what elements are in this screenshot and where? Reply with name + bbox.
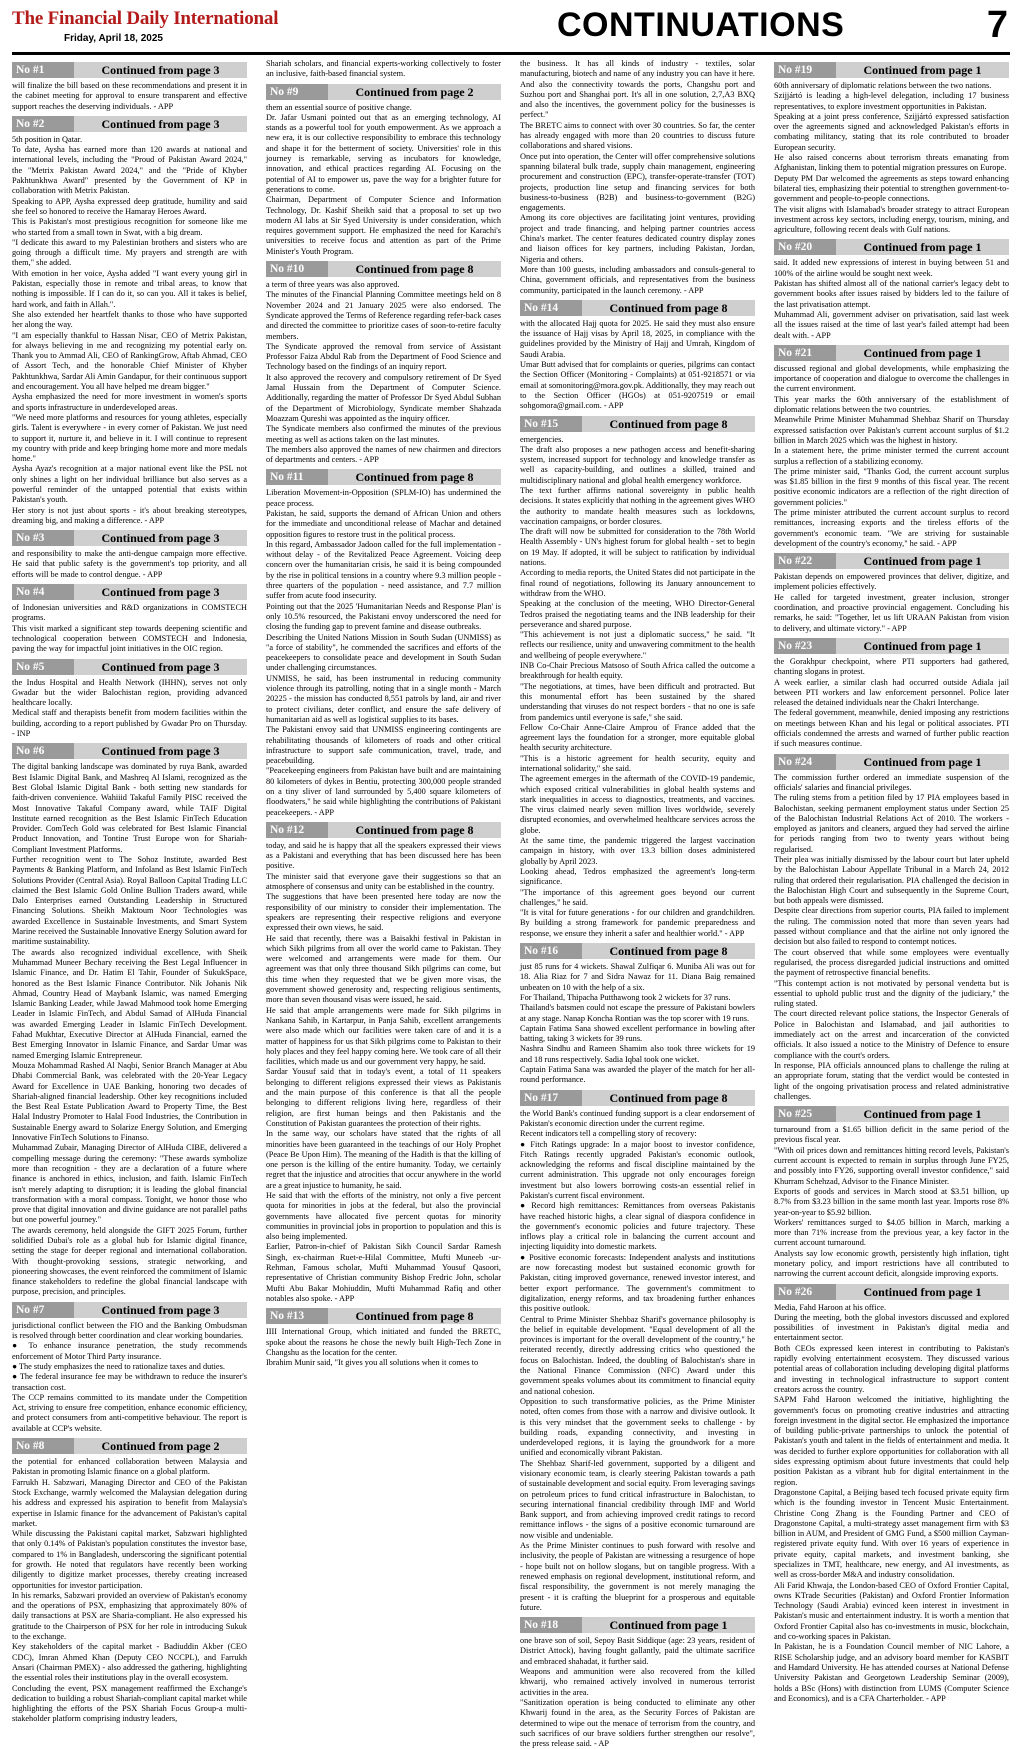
story-paragraph: just 85 runs for 4 wickets. Shawal Zulfiqar 6. Muniba Ali was out for 18. Alia Riaz for 7 and Sidra Nawaz for 11. Diana Baig remained unbeaten on 10 with the help of a six. — [520, 962, 755, 992]
story-paragraph: The CCP remains committed to its mandate under the Competition Act, striving to ensure free competition, enhance economic efficiency, and protect consumers from anti-competitive behaviour. The report is available at CCP's website. — [12, 1392, 247, 1433]
masthead-rule — [12, 52, 1010, 55]
story-number: No #18 — [520, 1617, 582, 1633]
story-header — [520, 943, 755, 959]
story-paragraph: Liberation Movement-in-Opposition (SPLM-IO) has undermined the peace process. — [266, 488, 501, 508]
story-header — [266, 1308, 501, 1324]
story-header — [774, 638, 1009, 654]
article-columns — [12, 59, 1010, 1749]
continued-from-label: Continued from page 2 — [355, 84, 474, 99]
story-number: No #13 — [266, 1308, 328, 1324]
story-paragraph: The prime minister attributed the current account surplus to record remittances, increasing exports and the tireless efforts of the government's economic team. "We are striving for sustainable development of the country's economy," he said. - APP — [774, 507, 1009, 548]
story-number: No #19 — [774, 62, 836, 78]
story-paragraph: In Pakistan, he is a Foundation Council member of NIC Lahore, a RISE Scholarship judge, and an advisory board member for KASBIT and Hamdard University. He has attended courses at National Defense University Pakistan and Georgetown Leadership Seminar (2009), holds a BSc (Hons) with distinction from LUMS (Computer Science and Economics), and is a CFA Charterholder. - APP — [774, 1642, 1009, 1703]
continuation-story — [520, 943, 755, 1086]
story-paragraph: For Thailand, Thipacha Putthawong took 2 wickets for 37 runs. — [520, 992, 731, 1002]
continuation-story — [12, 62, 247, 112]
story-paragraph: Pointing out that the 2025 'Humanitarian Needs and Response Plan' is only 10.5% resourced, the Pakistani envoy underscored the need for closing the funding gap to prevent famine and disease outbreaks. — [266, 601, 501, 632]
story-paragraph: Despite clear directions from superior courts, PIA failed to implement the ruling. The commission noted that more than seven years had passed without compliance and that the airline not only ignored the decision but also failed to respond to contempt notices. — [774, 906, 1009, 947]
story-header — [12, 743, 247, 759]
continued-from-label: Continued from page 1 — [609, 1618, 728, 1633]
story-paragraph: Meanwhile Prime Minister Muhammad Shehbaz Sharif on Thursday expressed satisfaction over Pakistan's current account surplus of $1.2 billion in March 2025 which was the highest in history. — [774, 415, 1009, 445]
continuation-story — [774, 553, 1009, 634]
story-paragraph: With emotion in her voice, Aysha added "I want every young girl in Pakistan, especially those in remote and tribal areas, to know that nothing is impossible. If I can do it, so can you. All it takes is belief, hard work, and faith in Allah.". — [12, 268, 247, 309]
story-number: No #25 — [774, 1106, 836, 1122]
story-number: No #22 — [774, 553, 836, 569]
continuation-story — [266, 59, 501, 80]
story-paragraph: the Gorakhpur checkpoint, where PTI supporters had gathered, chanting slogans in protest. — [774, 656, 1009, 677]
story-paragraph: The text further affirms national sovereignty in public health decisions. It states explicitly that nothing in the agreement gives WHO the authority to mandate health measures such as lockdowns, vaccination campaigns, or border closures. — [520, 485, 755, 526]
continued-from-label: Continued from page 3 — [101, 744, 220, 759]
continued-from-label: Continued from page 1 — [863, 1284, 982, 1299]
continued-from-label: Continued from page 1 — [863, 63, 982, 77]
story-paragraph: Deputy PM Dar welcomed the agreements as steps toward enhancing bilateral ties, emphasizing their potential to strengthen government-to-government and people-to-people connections. — [774, 173, 1009, 204]
story-header — [266, 84, 501, 100]
story-number: No #1 — [12, 62, 74, 78]
story-paragraph: Pakistan depends on empowered provinces that deliver, digitize, and implement policies effectively. — [774, 572, 1009, 592]
story-paragraph: Muhammad Zubair, Managing Director of AlHuda CIBE, delivered a compelling message during the ceremony: "These awards symbolize more than recognition - they are a declaration of a future where finance is anchored in ethics, inclusion, and faith. Islamic FinTech isn't merely adapting to disruption; it is leading the global financial transformation with a moral compass. Tonight, we honor those who prove that digital innovation and divine guidance are not parallel paths but one powerful journey." — [12, 1143, 247, 1225]
story-number: No #12 — [266, 822, 328, 838]
story-paragraph: A week earlier, a similar clash had occurred outside Adiala jail between PTI workers and law enforcement personnel. Police later released the detained individuals near the Chakri Interchange. — [774, 677, 1009, 708]
story-paragraph: Their plea was initially dismissed by the labour court but later upheld by the Balochistan Labour Appellate Tribunal in a March 24, 2012 ruling that ordered their regularisation. PIA challenged the decision in the Balochistan High Court and subsequently in the Supreme Court, but both appeals were dismissed. — [774, 855, 1009, 906]
story-paragraph: At the same time, the pandemic triggered the largest vaccination campaign in history, with over 13.3 billion doses administered globally by April 2023. — [520, 836, 755, 866]
story-paragraph: He said that with the efforts of the ministry, not only a five percent quota for minorities in jobs at the federal, but also the provincial governments have allocated five percent quotas for minority communities in provincial jobs in proportion to population and this is also being implemented. — [266, 1190, 501, 1242]
story-header — [774, 1284, 1009, 1300]
continued-from-label: Continued from page 3 — [101, 63, 220, 77]
story-paragraph: In the same way, our scholars have stated that the rights of all minorities have been guaranteed in the teachings of our Holy Prophet (Peace Be Upon Him). The meaning of the Hadith is that the killing of one person is the killing of the entire humanity. Today, we certainly regret that the injustice and atrocities that occur anywhere in the world are a great injustice to humanity, he said. — [266, 1129, 501, 1190]
continuation-story — [12, 116, 247, 526]
story-paragraph: ● To enhance insurance penetration, the study recommends enforcement of Motor Third Party insurance. — [12, 1341, 247, 1361]
continued-from-label: Continued from page 8 — [609, 944, 728, 959]
story-header — [266, 261, 501, 277]
story-paragraph: "I dedicate this award to my Palestinian brothers and sisters who are going through a difficult time. My prayers and strength are with them," she added. — [12, 237, 247, 268]
story-paragraph: He said that ample arrangements were made for Sikh pilgrims in Nankana Sahib, in Kartarpur, in Panja Sahib, excellent arrangements were also made which our facilities were taken care of and it is a matter of happiness for us that Sikh pilgrims come to Pakistan to their holy places and they feel happy coming here. We took care of all their facilities, which made us and our government very happy, he said. — [266, 1005, 501, 1067]
story-paragraph: Fellow Co-Chair Anne-Claire Amprou of France added that the agreement lays the foundation for a stronger, more equitable global health security architecture. — [520, 722, 755, 753]
story-paragraph: Szijjártó is leading a high-level delegation, including 17 business representatives, to explore investment opportunities in Pakistan. — [774, 91, 1009, 111]
story-paragraph: emergencies. — [520, 434, 564, 444]
story-paragraph: The suggestions that have been presented here today are now the responsibility of our ministry to consider their implementation. The speakers are representing their respective religions and everyone expressed their own views, he said. — [266, 892, 501, 933]
story-header — [774, 62, 1009, 78]
story-paragraph: discussed regional and global developments, while emphasizing the importance of cooperation and dialogue to overcome the challenges in the current environment. — [774, 363, 1009, 394]
continued-from-label: Continued from page 8 — [355, 470, 474, 485]
continued-from-label: Continued from page 1 — [863, 1107, 982, 1122]
story-paragraph: one brave son of soil, Sepoy Basit Siddique (age: 23 years, resident of District Attock), having fought gallantly, paid the ultimate sacrifice and embraced shahadat, it further said. — [520, 1636, 755, 1666]
story-paragraph: Dr. Jafar Usmani pointed out that as an emerging technology, AI stands as a powerful tool for youth empowerment. As we approach a new era, it is our collective responsibility to embrace this technology and shape it for the betterment of society. Universities' role in this journey is remarkable, serving as incubators for knowledge, innovation, and ethical practices regarding AI. Focusing on the potential of AI to empower us, pave the way for a brighter future for generations to come. — [266, 112, 501, 194]
continuation-story — [774, 1284, 1009, 1705]
continuation-story — [12, 584, 247, 654]
story-paragraph: of Indonesian universities and R&D organizations in COMSTECH programs. — [12, 603, 247, 623]
story-header — [774, 553, 1009, 569]
story-paragraph: Exports of goods and services in March stood at $3.51 billion, up 8.7% from $3.23 billion in the same month last year. Imports rose 8% year-on-year to $5.92 billion. — [774, 1186, 1009, 1217]
story-paragraph: Speaking to APP, Aysha expressed deep gratitude, humility and said she feel so honored to receive the Hamaray Heroes Award. — [12, 196, 247, 216]
story-paragraph: Nashra Sindhu and Rameen Shamim also took three wickets for 19 and 18 runs respectively. Sadia Iqbal took one wicket. — [520, 1044, 755, 1064]
story-paragraph: The court directed relevant police stations, the Inspector Generals of Police in Balochistan and Islamabad, and jail authorities to immediately act on the arrest and incarceration of the convicted officials. It also issued a notice to the Ministry of Defence to ensure compliance with the court's orders. — [774, 1009, 1009, 1060]
story-paragraph: As the Prime Minister continues to push forward with resolve and inclusivity, the people of Pakistan are witnessing a resurgence of hope - hope built not on hollow slogans, but on tangible progress. With a renewed emphasis on regional development, institutional reform, and fiscal responsibility, the government is not merely managing the present - it is crafting the blueprint for a prosperous and equitable future. — [520, 1541, 755, 1612]
story-paragraph: Concluding the event, PSX management reaffirmed the Exchange's dedication to building a robust Shariah-compliant capital market while highlighting the efforts of the PSX Shariah Focus Group-a multi-stakeholder platform comprising industry leaders, — [12, 1683, 247, 1724]
story-paragraph: today, and said he is happy that all the speakers expressed their views as a Pakistani and everything that has been discussed here has been positive. — [266, 840, 501, 871]
continued-from-label: Continued from page 3 — [101, 659, 220, 674]
continuation-story — [12, 1302, 247, 1434]
story-paragraph: The prime minister said, "Thanks God, the current account surplus was $1.85 billion in the first 9 months of this fiscal year. The recent positive economic indicators are a reflection of the right direction of government policies." — [774, 466, 1009, 507]
story-paragraph: Her story is not just about sports - it's about breaking stereotypes, dreaming big, and making a difference. - APP — [12, 505, 247, 525]
continuation-story — [266, 469, 501, 818]
story-number: No #6 — [12, 743, 74, 759]
story-paragraph: The awards ceremony, held alongside the GIFT 2025 Forum, further solidified Dubai's role as a global hub for Islamic digital finance, setting the stage for deeper regional and international collaboration. With thought-provoking sessions, strategic networking, and pioneering showcases, the event reinforced the commitment of Islamic finance stakeholders to redefine the global financial landscape with purpose, precision, and principles. — [12, 1225, 247, 1297]
story-header — [12, 1302, 247, 1318]
story-number: No #9 — [266, 84, 328, 100]
story-paragraph: Captain Fatima Sana showed excellent performance in bowling after batting, taking 3 wickets for 39 runs. — [520, 1023, 755, 1044]
story-paragraph: Recent indicators tell a compelling story of recovery: — [520, 1129, 697, 1139]
story-paragraph: Workers' remittances surged to $4.05 billion in March, marking a more than 71% increase from the previous year, a key factor in the current account turnaround. — [774, 1217, 1009, 1248]
story-paragraph: Speaking at a joint press conference, Szijjártó expressed satisfaction over the agreements signed and acknowledged Pakistan's efforts in combating militancy, stating that its role contributed to broader European security. — [774, 111, 1009, 152]
continued-from-label: Continued from page 1 — [863, 754, 982, 769]
story-paragraph: Muhammad Ali, government adviser on privatisation, said last week all the issues raised at the time of last year's failed attempt had been dealt with. - APP — [774, 309, 1009, 340]
story-paragraph: The digital banking landscape was dominated by ruya Bank, awarded Best Islamic Digital Bank, and Mashreq Al Islami, recognized as the Best Global Islamic Digital Bank - both setting new standards for faith-driven convenience. Wahiiid Takaful Family PISC received the Most Innovative Takaful Company award, while TAIF Digital Institute earned recognition as the Best Islamic FinTech Education Provider. ComTech Gold was celebrated for Best Islamic Financial Product Innovation, and Tontine Trust Europe won for Shariah-Compliant Investment Platforms. — [12, 762, 247, 854]
story-number: No #7 — [12, 1302, 74, 1318]
story-number: No #16 — [520, 943, 582, 959]
story-paragraph: Earlier, Patron-in-chief of Pakistan Sikh Council Sardar Ramesh Singh, ex-chairman Ruet-e-Hilal Committee, Mufti Muneeb -ur-Rehman, Famous scholar, Mufti Muhammad Yousuf Qasoori, representative of Christian community Bishop Fredric John, scholar Mufti Abu Bakar Mohiuddin, Mufti Muhammad Rafiq and other notables also spoke. - APP — [266, 1242, 501, 1303]
story-paragraph: Mouza Mohammad Rashed Al Naqbi, Senior Branch Manager at Abu Dhabi Commercial Bank, was celebrated with the 20-Year Legacy Award for Excellence in UAE Banking, honoring two decades of Shariah-aligned financial leadership. Other key recognitions included the Best Real Estate Publication Award to Property Time, the Best Halal Industry Promoter to Halal Food Industries, the Contribution in Sustainable Energy award to Solarize Energy Solution, and Emerging Innovative FinTech Solutions to Finanso. — [12, 1060, 247, 1143]
story-paragraph: To date, Aysha has earned more than 120 awards at national and international levels, including the "Proud of Pakistan Award 2024," the "Metrix Pakistan Award 2024," and the "Pride of Khyber Pakhtunkhwa Award" presented by the Government of KP in collaboration with Metrix Pakistan. — [12, 145, 247, 196]
story-paragraph: "The importance of this agreement goes beyond our current challenges," he said. — [520, 887, 755, 907]
continuation-story — [774, 1106, 1009, 1279]
story-paragraph: will finalize the bill based on these recommendations and present it in the cabinet meeting for approval to ensure transparent and effective support reaches the deserving individuals. - APP — [12, 81, 247, 111]
story-paragraph: the potential for enhanced collaboration between Malaysia and Pakistan in promoting Islamic finance on a global platform. — [12, 1457, 247, 1477]
story-paragraph: While discussing the Pakistani capital market, Sabzwari highlighted that only 0.14% of Pakistan's population constitutes the investor base, compared to 1% in Bangladesh, underscoring the significant potential for growth. He noted that regulators have recently been working diligently to digitize market processes, thereby creating increased opportunities for investor participation. — [12, 1529, 247, 1590]
continuation-story — [774, 239, 1009, 340]
story-paragraph: Pakistan, he said, supports the demand of African Union and others for the immediate and unconditional release of Machar and detained opposition figures to restore trust in the political process. — [266, 508, 501, 539]
story-paragraph: Aysha Ayaz's recognition at a major national event like the PSL not only shines a light on her individual brilliance but also serves as a powerful reminder of the untapped potential that exists within Pakistan's youth. — [12, 464, 247, 505]
continued-from-label: Continued from page 2 — [101, 1439, 220, 1454]
continuation-story — [12, 659, 247, 740]
story-paragraph: He also raised concerns about terrorism threats emanating from Afghanistan, linking them to potential migration pressures on Europe. — [774, 153, 1009, 173]
continued-from-label: Continued from page 8 — [355, 262, 474, 277]
story-paragraph: The Pakistani envoy said that UNMISS engineering contingents are rehabilitating thousands of kilometers of roads and other critical infrastructure to support safe communication, travel, trade, and peacebuilding. — [266, 725, 501, 766]
story-header — [12, 659, 247, 675]
story-paragraph: Looking ahead, Tedros emphasized the agreement's long-term significance. — [520, 866, 755, 887]
story-paragraph: This is Pakistan's most prestigious recognition for someone like me who started from a small town in Swat, with a big dream. — [12, 217, 247, 237]
story-paragraph: During the meeting, both the global investors discussed and explored possibilities of investment in Pakistan's digital media and entertainment sector. — [774, 1312, 1009, 1343]
story-number: No #11 — [266, 469, 328, 485]
continuation-story — [520, 416, 755, 940]
continued-from-label: Continued from page 1 — [863, 345, 982, 360]
story-header — [520, 416, 755, 432]
story-paragraph: The ruling stems from a petition filed by 17 PIA employees based in Balochistan, seeking permanent employment status under Section 25 of the Balochistan Industrial Relations Act of 2010. The workers - employed as janitors and cleaners, argued they had served the airline for periods ranging from two to twenty years without being regularised. — [774, 793, 1009, 854]
story-paragraph: 5th position in Qatar. — [12, 134, 83, 144]
story-paragraph: Describing the United Nations Mission in South Sudan (UNMISS) as "a force of stability", he commended the sacrifices and efforts of the peacekeepers to consolidate peace and development in South Sudan under challenging circumstances. — [266, 632, 501, 673]
story-paragraph: Weapons and ammunition were also recovered from the killed khwarij, who remained actively involved in numerous terrorist activities in the area. — [520, 1667, 755, 1697]
story-paragraph: In a statement here, the prime minister termed the current account surplus a reflection of a stabilizing economy. — [774, 446, 1009, 466]
story-paragraph: Sardar Yousuf said that in today's event, a total of 11 speakers belonging to different religions expressed their views as Pakistanis and the main purpose of this conference is that all the people belonging to different religions living here, regardless of their religion, are first human beings and then Pakistanis and the Constitution of Pakistan guarantees the protection of their rights. — [266, 1067, 501, 1128]
story-paragraph: Opposition to such transformative policies, as the Prime Minister noted, often comes from those with a narrow and divisive outlook. It is this very mindset that the government seeks to challenge - by building roads, expanding connectivity, and investing in underdeveloped regions, it is laying the groundwork for a more unified and economically vibrant Pakistan. — [520, 1396, 755, 1458]
page-number: 7 — [986, 4, 1008, 46]
story-paragraph: "This contempt action is not motivated by personal vendetta but is essential to uphold public trust and the dignity of the judiciary," the ruling stated. — [774, 978, 1009, 1009]
story-paragraph: "We need more platforms and resources for young athletes, especially girls. Talent is everywhere - in every corner of Pakistan. We just need to support it, nurture it, and believe in it. I will continue to represent my country with pride and keep bringing home more and more medals home." — [12, 412, 247, 464]
story-paragraph: The draft will now be submitted for consideration to the 78th World Health Assembly - UN's highest forum for global health - set to begin on 19 May. If adopted, it will be subject to ratification by individual nations. — [520, 527, 755, 568]
continued-from-label: Continued from page 1 — [863, 554, 982, 569]
story-number: No #4 — [12, 584, 74, 600]
story-number: No #24 — [774, 754, 836, 770]
story-paragraph: ● The study emphasizes the need to rationalize taxes and duties. — [12, 1361, 225, 1371]
story-paragraph: Aysha emphasized the need for more investment in women's sports and sports infrastructure in underdeveloped areas. — [12, 392, 247, 412]
story-paragraph: Analysts say low economic growth, persistently high inflation, tight monetary policy, and import restrictions have all contributed to narrowing the current account deficit, alongside improving exports. — [774, 1248, 1009, 1279]
story-paragraph: Among its core objectives are facilitating joint ventures, providing project and trade financing, and helping partner countries access China's market. The center features dedicated country display zones and liaison offices for key partners, including Pakistan, Jordan, Nigeria and others. — [520, 213, 755, 264]
continued-from-label: Continued from page 3 — [101, 116, 220, 131]
story-number: No #23 — [774, 638, 836, 654]
story-paragraph: The agreement emerges in the aftermath of the COVID-19 pandemic, which exposed critical vulnerabilities in global health systems and stark inequalities in access to diagnostics, treatments, and vaccines. The virus claimed nearly seven million lives worldwide, severely disrupted economies, and overwhelmed healthcare services across the globe. — [520, 774, 755, 835]
story-paragraph: The minutes of the Financial Planning Committee meetings held on 8 November 2024 and 21 January 2025 were also endorsed. The Syndicate approved the Terms of Reference regarding refer-back cases and directed the committee to prioritize cases of soon-to-retire faculty members. — [266, 290, 501, 341]
continued-from-label: Continued from page 8 — [609, 416, 728, 431]
story-paragraph: The Shehbaz Sharif-led government, supported by a diligent and visionary economic team, is clearly steering Pakistan towards a path of sustainable development and social equity. From leveraging savings on petroleum prices to fund critical infrastructure in Balochistan, to securing international financial credibility through IMF and World Bank support, and from achieving improved credit ratings to record remittance inflows - the signs of a positive economic turnaround are now visible and undeniable. — [520, 1458, 755, 1540]
continuation-story — [266, 1308, 501, 1368]
story-paragraph: Speaking at the conclusion of the meeting, WHO Director-General Tedros praised the negotiating teams and the INB leadership for their perseverance and shared purpose. — [520, 599, 755, 629]
continuation-story — [520, 1090, 755, 1614]
continuation-story — [520, 1617, 755, 1749]
story-number: No #2 — [12, 116, 74, 132]
story-paragraph: the Indus Hospital and Health Network (IHHN), serves not only Gwadar but the wider Balochistan region, providing advanced healthcare locally. — [12, 677, 247, 708]
story-paragraph: She also extended her heartfelt thanks to those who have supported her along the way. — [12, 309, 247, 330]
story-paragraph: The court observed that while some employees were eventually regularised, the process disregarded judicial instructions and omitted the payment of retrospective financial benefits. — [774, 947, 1009, 978]
story-paragraph: ● The federal insurance fee may be withdrawn to reduce the insurer's transaction cost. — [12, 1372, 247, 1392]
story-paragraph: said. It added new expressions of interest in buying between 51 and 100% of the airline would be sought next week. — [774, 258, 1009, 278]
story-paragraph: In response, PIA officials announced plans to challenge the ruling at an appropriate forum, stating that the verdict would be contested in light of the ongoing privatisation process and related administrative challenges. — [774, 1060, 1009, 1101]
story-paragraph: the business. It has all kinds of industry - textiles, solar manufacturing, biotech and name of any industry you can have it here. And also the connectivity towards the ports, Changshu port and Suzhou port and Shanghai port. It's all in one solution, 2,7,A3 BXQ and also the incentives, the government policy for the businesses is perfect." — [520, 59, 755, 120]
continued-from-label: Continued from page 3 — [101, 531, 220, 546]
story-paragraph: "Sanitization operation is being conducted to eliminate any other Khwarij found in the area, as the Security Forces of Pakistan are determined to wipe out the menace of terrorism from the country, and such sacrifices of our brave soldiers further strengthen our resolve", the press release said. - AP — [520, 1697, 755, 1749]
story-header — [520, 1617, 755, 1633]
story-paragraph: Dragonstone Capital, a Beijing based tech focused private equity firm which is the founding investor in Tencent Music Entertainment. Christine Cong Zhang is the Founding Partner and CEO of Dragonstone Capital, a multi-strategy asset management firm with $3 billion in AUM, and President of GMG Fund, a $500 million Cayman-registered private equity fund. With over 16 years of experience in private equity, capital markets, and investment banking, she specializes in TMT, healthcare, new energy, and AI investments, as well as cross-border M&A and industry consolidation. — [774, 1487, 1009, 1580]
story-paragraph: Pakistan has shifted almost all of the national carrier's legacy debt to government books after issues raised by bidders led to the failure of the last privatisation attempt. — [774, 279, 1009, 309]
masthead — [12, 6, 1010, 52]
story-number: No #15 — [520, 416, 582, 432]
story-paragraph: Media, Fahd Haroon at his office. — [774, 1302, 887, 1312]
story-paragraph: ● Fitch Ratings upgrade: In a major boost to investor confidence, Fitch Ratings recently upgraded Pakistan's economic outlook, acknowledging the reforms and fiscal discipline maintained by the current administration. This upgrade not only encourages foreign investment but also lowers borrowing costs-an essential relief in Pakistan's current fiscal environment. — [520, 1139, 755, 1200]
story-paragraph: The commission further ordered an immediate suspension of the officials' salaries and financial privileges. — [774, 772, 1009, 792]
story-header — [12, 116, 247, 132]
story-paragraph: jurisdictional conflict between the FIO and the Banking Ombudsman is resolved through better coordination and clear working boundaries. — [12, 1320, 247, 1341]
story-number: No #26 — [774, 1284, 836, 1300]
story-paragraph: The draft also proposes a new pathogen access and benefit-sharing system, increased support for technology and knowledge transfer as well as capacity-building, and outlines a skilled, trained and multidisciplinary national and global health emergency workforce. — [520, 444, 755, 485]
story-paragraph: The awards also recognized individual excellence, with Sheik Muhammad Muneer Bechary receiving the Best Legal Influencer in Islamic Finance, and Dr. Hatim El Tahir, Founder of SukukSpace, honored as the Best Islamic Finance Contributor. Nik Johanis Nik Ahmad, Country Head of Maybank Islamic, was named Emerging Islamic Banking Leader, while Jawad Mahmood took home Emerging Leader in Islamic FinTech, and Abdul Samad of AlHuda Financial was awarded Emerging Leader in Islamic FinTech Development. Fahad Mukhtar, Executive Director at AlHuda Financial, earned the Best Emerging Innovator in Islamic Finance, and Sardar Umar was named Emerging Islamic Entrepreneur. — [12, 947, 247, 1060]
story-header — [266, 822, 501, 838]
continuation-story — [774, 345, 1009, 549]
story-paragraph: ● Record high remittances: Remittances from overseas Pakistanis have reached historic highs, a clear signal of diaspora confidence in the government's economic policies and future trajectory. These inflows play a critical role in balancing the current account and injecting liquidity into domestic markets. — [520, 1201, 755, 1252]
story-header — [12, 1438, 247, 1454]
continuation-story — [520, 59, 755, 296]
story-paragraph: turnaround from a $1.65 billion deficit in the same period of the previous fiscal year. — [774, 1125, 1009, 1145]
continued-from-label: Continued from page 8 — [609, 1090, 728, 1105]
story-paragraph: The federal government, meanwhile, denied imposing any restrictions on meetings between Khan and his legal or political associates. PTI officials condemned the arrests and warned of further public reaction if such measures continue. — [774, 708, 1009, 749]
story-header — [12, 530, 247, 546]
continued-from-label: Continued from page 3 — [101, 585, 220, 600]
story-paragraph: 60th anniversary of diplomatic relations between the two nations. — [774, 81, 992, 90]
story-paragraph: "This is a historic agreement for health security, equity and international solidarity," she said. — [520, 753, 755, 773]
column-3 — [520, 59, 756, 1749]
newspaper-name: The Financial Daily International — [12, 8, 279, 29]
story-paragraph: Farrukh H. Sabzwari, Managing Director and CEO of the Pakistan Stock Exchange, warmly welcomed the Malaysian delegation during his address and expressed his aspiration to benefit from Malaysia's expertise in Islamic finance for the advancement of Pakistan's capital market. — [12, 1477, 247, 1528]
story-paragraph: This year marks the 60th anniversary of the establishment of diplomatic relations between the two countries. — [774, 394, 1009, 415]
continued-from-label: Continued from page 1 — [863, 638, 982, 653]
story-paragraph: "Peacekeeping engineers from Pakistan have built and are maintaining 80 kilometers of dykes in Bentiu, protecting 300,000 people stranded on a tiny sliver of land surrounded by 5,400 square kilometers of floodwaters," he said while highlighting the contributions of Pakistani peacekeepers. - APP — [266, 766, 501, 817]
continued-from-label: Continued from page 8 — [355, 822, 474, 837]
story-paragraph: SAPM Fahd Haroon welcomed the initiative, highlighting the government's focus on promoting creative industries and attracting foreign investment in the digital sector. He emphasized the importance of building public-private partnerships to unlock the potential of Pakistan's youth and talent in the fields of entertainment and media. It was decided to further explore opportunities for collaboration with all sides expressing optimism about future investments that could help position Pakistan as a vibrant hub for digital entertainment in the region. — [774, 1395, 1009, 1487]
column-4 — [774, 59, 1009, 1703]
story-paragraph: Medical staff and therapists benefit from modern facilities within the building, according to a report published by Gwadar Pro on Thursday. - INP — [12, 708, 247, 739]
story-paragraph: More than 100 guests, including ambassadors and consuls-general to China, government officials, and representatives from the business community, participated in the launch ceremony. - APP — [520, 264, 755, 295]
continuation-story — [520, 300, 755, 412]
story-paragraph: INB Co-Chair Precious Matsoso of South Africa called the outcome a breakthrough for health equity. — [520, 661, 755, 681]
story-number: No #21 — [774, 345, 836, 361]
story-number: No #3 — [12, 530, 74, 546]
continuation-story — [774, 62, 1009, 235]
story-paragraph: Ali Farid Khwaja, the London-based CEO of Oxford Frontier Capital, owns KTrade Securities (Pakistan) and Oxford Frontier Information Technology (Saudi Arabia) evinced keen interest in investment in Pakistan's music and entertainment industry. It is worth a mention that Oxford Frontier Capital also has co-investments in music, blockchain, and co-working spaces in Pakistan. — [774, 1580, 1009, 1642]
story-header — [774, 754, 1009, 770]
story-paragraph: The minister said that everyone gave their suggestions so that an atmosphere of consensus and unity can be established in the country. — [266, 871, 501, 892]
story-paragraph: Central to Prime Minister Shehbaz Sharif's governance philosophy is the belief in equitable development. "Equal development of all the provinces is important for the overall development of the country," he reiterated recently, directly addressing critics who questioned the focus on Balochistan. Indeed, the doubling of Balochistan's share in the National Finance Commission (NFC) Award under this government speaks volumes about its commitment to financial equity and national cohesion. — [520, 1314, 755, 1396]
continued-from-label: Continued from page 1 — [863, 240, 982, 255]
story-paragraph: with the allocated Hajj quota for 2025. He said they must also ensure the issuance of Hajj visas by April 18, 2025, in compliance with the guidelines provided by the Ministry of Hajj and Umrah, Kingdom of Saudi Arabia. — [520, 318, 755, 359]
story-paragraph: "This achievement is not just a diplomatic success," he said. "It reflects our resilience, unity and unwavering commitment to the health and wellbeing of people everywhere." — [520, 630, 756, 660]
story-paragraph: a term of three years was also approved. — [266, 280, 400, 290]
story-paragraph: "With oil prices down and remittances hitting record levels, Pakistan's current account is expected to remain in surplus through June FY25, and possibly into FY26, supporting overall investor confidence," said Khurram Schehzad, Advisor to the Finance Minister. — [774, 1145, 1009, 1186]
story-paragraph: Umar Butt advised that for complaints or queries, pilgrims can contact the Section Officer (Monitoring - Complaints) at 051-9218571 or via email at somonitoring@mora.gov.pk. Additionally, they may reach out to the Section Officer (HGOs) at 051-9207519 or email sohgomora@gmail.com. - APP — [520, 360, 755, 411]
continuation-story — [266, 822, 501, 1304]
story-paragraph: Ibrahim Munir said, "It gives you all solutions when it comes to — [266, 1358, 479, 1368]
continuation-story — [12, 1438, 247, 1725]
story-paragraph: the World Bank's continued funding support is a clear endorsement of Pakistan's economic direction under the current regime. — [520, 1108, 755, 1128]
story-paragraph: According to media reports, the United States did not participate in the final round of negotiations, following its January announcement to withdraw from the WHO. — [520, 568, 756, 598]
story-header — [12, 584, 247, 600]
story-paragraph: This visit marked a significant step towards deepening scientific and technological cooperation between COMSTECH and Indonesia, paving the way for impactful joint initiatives in the OIC region. — [12, 623, 247, 654]
continuation-story — [12, 530, 247, 580]
column-2 — [266, 59, 501, 1647]
continuation-story — [774, 638, 1009, 750]
story-paragraph: In his remarks, Sabzwari provided an overview of Pakistan's economy and the operations of PSX, emphasizing that approximately 80% of daily transactions at PSX are Sharia-compliant. He also expressed his gratitude to the Chairperson of PSX for her role in introducing Sukuk to the exchange. — [12, 1590, 247, 1642]
section-title: CONTINUATIONS — [557, 6, 845, 44]
story-paragraph: "It is vital for future generations - for our children and grandchildren. By building a strong framework for pandemic preparedness and response, we ensure they inherit a safer and healthier world." - APP — [520, 908, 755, 938]
issue-date: Friday, April 18, 2025 — [64, 33, 163, 44]
story-paragraph: UNMISS, he said, has been instrumental in reducing community violence through its patrolling, noting that in a single month - March 20225 - the mission has conducted 8,551 patrols by land, air and river to protect civilians, deter conflict, and ensure the safe delivery of humanitarian aid as well as logistical supplies to its bases. — [266, 673, 501, 724]
story-paragraph: The BRETC aims to connect with over 30 countries. So far, the center has already engaged with more than 20 countries to discuss future collaborations and shared visions. — [520, 120, 755, 151]
story-paragraph: them an essential source of positive change. — [266, 102, 412, 112]
story-header — [266, 469, 501, 485]
continuation-story — [266, 261, 501, 465]
story-header — [774, 345, 1009, 361]
continued-from-label: Continued from page 3 — [101, 1302, 220, 1317]
story-number: No #10 — [266, 261, 328, 277]
column-1 — [12, 59, 247, 1724]
story-paragraph: "I am especially thankful to Hassan Nisar, CEO of Metrix Pakistan, for always believing in me and recognizing my potential early on. Thank you to Ammad Ali, CEO of RankingGrow, Aftab Ahmad, CEO of Assort Tech, and the honorable Chief Minister of Khyber Pakhtunkhwa, Sardar Ali Amin Gandapur, for their continuous support and encouragement. You all have helped me dream bigger." — [12, 330, 247, 392]
story-paragraph: The members also approved the names of new chairmen and directors of departments and centers. - APP — [266, 444, 501, 465]
story-number: No #14 — [520, 300, 582, 316]
story-paragraph: Key stakeholders of the capital market - Badiuddin Akber (CEO CDC), Imran Ahmed Khan (Deputy CEO NCCPL), and Farrukh Ansari (Chairman PMEX) - also addressed the gathering, highlighting the essential roles their institutions play in the overall ecosystem. — [12, 1642, 247, 1683]
story-number: No #17 — [520, 1090, 582, 1106]
story-paragraph: "The negotiations, at times, have been difficult and protracted. But this monumental effort has been sustained by the shared understanding that viruses do not respect borders - that no one is safe from pandemics until everyone is safe," she said. — [520, 681, 755, 722]
story-header — [520, 300, 755, 316]
story-paragraph: Shariah scholars, and financial experts-working collectively to foster an inclusive, faith-based financial system. — [266, 59, 501, 79]
story-number: No #20 — [774, 239, 836, 255]
story-paragraph: and responsibility to make the anti-dengue campaign more effective. He said that public safety is the government's top priority, and all efforts will be made to control dengue. - APP — [12, 549, 247, 579]
story-paragraph: Captain Fatima Sana was awarded the player of the match for her all-round performance. — [520, 1065, 755, 1085]
story-paragraph: In this regard, Ambassador Jadoon called for the full implementation - without delay - of the Revitalized Peace Agreement. Voicing deep concern over the humanitarian crisis, he said it is being compounded by the rise in political tensions in a country where 9.3 million people - three quarters of the population - need assistance, and 7.7 million suffer from acute food insecurity. — [266, 539, 501, 601]
story-paragraph: It also approved the recovery and compulsory retirement of Dr Syed Jamal Hussain from the Department of Computer Science. Additionally, regarding the matter of Professor Dr Syed Abdul Subhan of the Department of Microbiology, Syndicate member Shahzada Moazzam Qureshi was appointed as the inquiry officer. — [266, 372, 501, 423]
continuation-story — [266, 84, 501, 257]
story-paragraph: He called for targeted investment, greater inclusion, stronger coordination, and proactive provincial engagement. Concluding his remarks, he said: "Together, let us lift URAAN Pakistan from vision to delivery, and ultimate victory." - APP — [774, 592, 1009, 633]
story-number: No #5 — [12, 659, 74, 675]
story-header — [774, 1106, 1009, 1122]
story-paragraph: Thailand's batsmen could not escape the pressure of Pakistani bowlers at any stage. Nanap Koncha Rontian was the top scorer with 19 runs. — [520, 1003, 755, 1023]
story-paragraph: The Syndicate members also confirmed the minutes of the previous meeting as well as actions taken on the last minutes. — [266, 424, 501, 444]
continued-from-label: Continued from page 8 — [609, 300, 728, 315]
story-paragraph: Chairman, Department of Computer Science and Information Technology, Dr. Kashif Sheikh said that a proposal to set up two modern AI labs at Sir Syed University is under consideration, which requires government support. He emphasized the need for Karachi's universities to receive focus and attention as part of the Prime Minister's Youth Program. — [266, 195, 501, 256]
story-paragraph: The visit aligns with Islamabad's broader strategy to attract European investment across key sectors, including energy, tourism, mining, and agriculture, following recent deals with Gulf nations. — [774, 204, 1009, 235]
story-paragraph: IIII International Group, which initiated and funded the BRETC, spoke about the reasons he chose the newly built High-Tech Zone in Changshu as the location for the center. — [266, 1327, 501, 1357]
story-paragraph: ● Positive economic forecasts: Independent analysts and institutions are now forecasting modest but sustained economic growth for Pakistan, citing improved governance, renewed investor interest, and better export performance. The government's commitment to digitalization, energy reforms, and tax broadening further enhances this positive outlook. — [520, 1252, 755, 1314]
story-header — [520, 1090, 755, 1106]
story-paragraph: Further recognition went to The Sohoz Institute, awarded Best Payments & Banking Platform, and Infoland as Best Islamic FinTech Solutions Provider (Central Asia). Royal Balloon Capital Trading LLC claimed the Best Islamic Gold Online Bullion Traders award, while Dalo Enterprises earned Outstanding Leadership in Structured Financing Solutions. Sheikh Maktoum Noor Technologies was awarded Excellence in Sustainable Investments, and Smart System Marine received the Sustainable Innovative Energy Solution award for maritime sustainability. — [12, 855, 247, 947]
story-paragraph: Once put into operation, the Center will offer comprehensive solutions spanning bilateral bulk trade, supply chain management, engineering procurement and construction (EPC), transfer-operate-transfer (TOT) projects, production line setup and financing services for both business-to-business (B2B) and business-to-government (B2G) engagements. — [520, 151, 755, 213]
story-header — [12, 62, 247, 78]
story-header — [774, 239, 1009, 255]
story-paragraph: He said that recently, there was a Baisakhi festival in Pakistan in which Sikh pilgrims from all over the world came to Pakistan. They were welcomed and arrangements were made for them. Our agreement was that only three thousand Sikh pilgrims can come, but this time when they requested that we be given more visas, the government showed generosity and, respecting religious sentiments, more than seven thousand visas were issued, he said. — [266, 933, 501, 1005]
continued-from-label: Continued from page 8 — [355, 1309, 474, 1324]
story-paragraph: The Syndicate approved the removal from service of Assistant Professor Faiza Abdul Rab from the Department of Food Science and Technology based on the findings of an inquiry report. — [266, 341, 501, 372]
continuation-story — [774, 754, 1009, 1103]
story-paragraph: Both CEOs expressed keen interest in contributing to Pakistan's rapidly evolving entertainment ecosystem. They discussed various potential areas of collaboration including developing digital platforms and investing in technological infrastructure to support content creators across the country. — [774, 1343, 1009, 1394]
continuation-story — [12, 743, 247, 1297]
story-number: No #8 — [12, 1438, 74, 1454]
